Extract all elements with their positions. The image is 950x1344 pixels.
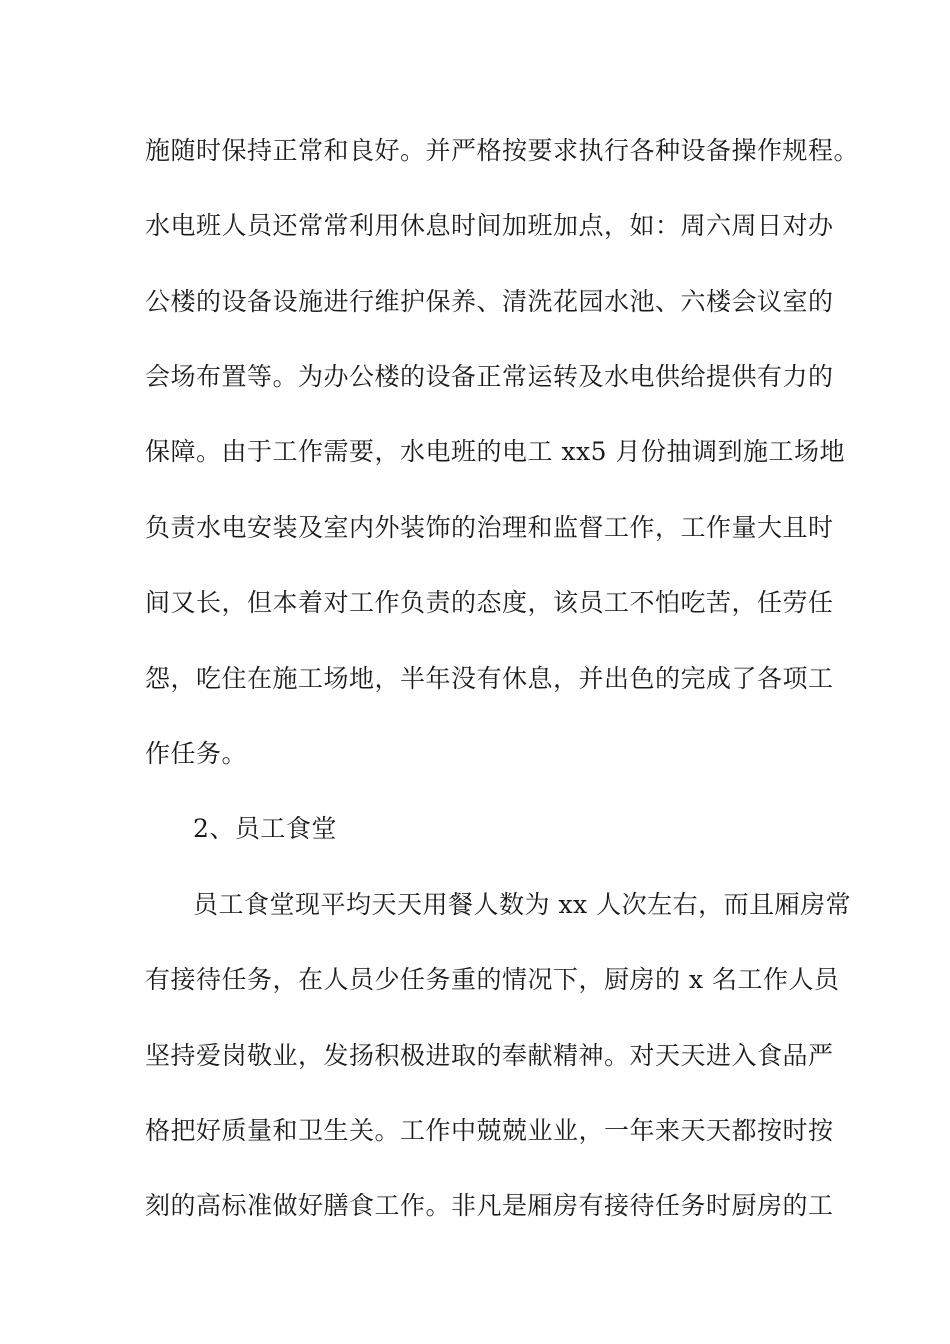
- text-line-11: 员工食堂现平均天天用餐人数为 xx 人次左右，而且厢房常: [193, 890, 852, 919]
- text-line-6: 负责水电安装及室内外装饰的治理和监督工作，工作量大且时: [145, 513, 834, 542]
- text-line-1: 施随时保持正常和良好。并严格按要求执行各种设备操作规程。: [145, 136, 860, 165]
- text-line-12: 有接待任务，在人员少任务重的情况下，厨房的 x 名工作人员: [145, 965, 840, 994]
- text-line-14: 格把好质量和卫生关。工作中兢兢业业，一年来天天都按时按: [145, 1116, 834, 1145]
- section-heading: 2、员工食堂: [193, 814, 337, 843]
- text-line-9: 作任务。: [145, 739, 248, 768]
- text-line-3: 公楼的设备设施进行维护保养、清洗花园水池、六楼会议室的: [145, 287, 834, 316]
- text-line-4: 会场布置等。为办公楼的设备正常运转及水电供给提供有力的: [145, 362, 834, 391]
- text-line-7: 间又长，但本着对工作负责的态度，该员工不怕吃苦，任劳任: [145, 588, 834, 617]
- text-line-8: 怨，吃住在施工场地，半年没有休息，并出色的完成了各项工: [145, 664, 834, 693]
- text-line-5: 保障。由于工作需要，水电班的电工 xx5 月份抽调到施工场地: [145, 437, 845, 466]
- text-line-2: 水电班人员还常常利用休息时间加班加点，如：周六周日对办: [145, 211, 834, 240]
- text-line-15: 刻的高标准做好膳食工作。非凡是厢房有接待任务时厨房的工: [145, 1191, 834, 1220]
- text-line-13: 坚持爱岗敬业，发扬积极进取的奉献精神。对天天进入食品严: [145, 1041, 834, 1070]
